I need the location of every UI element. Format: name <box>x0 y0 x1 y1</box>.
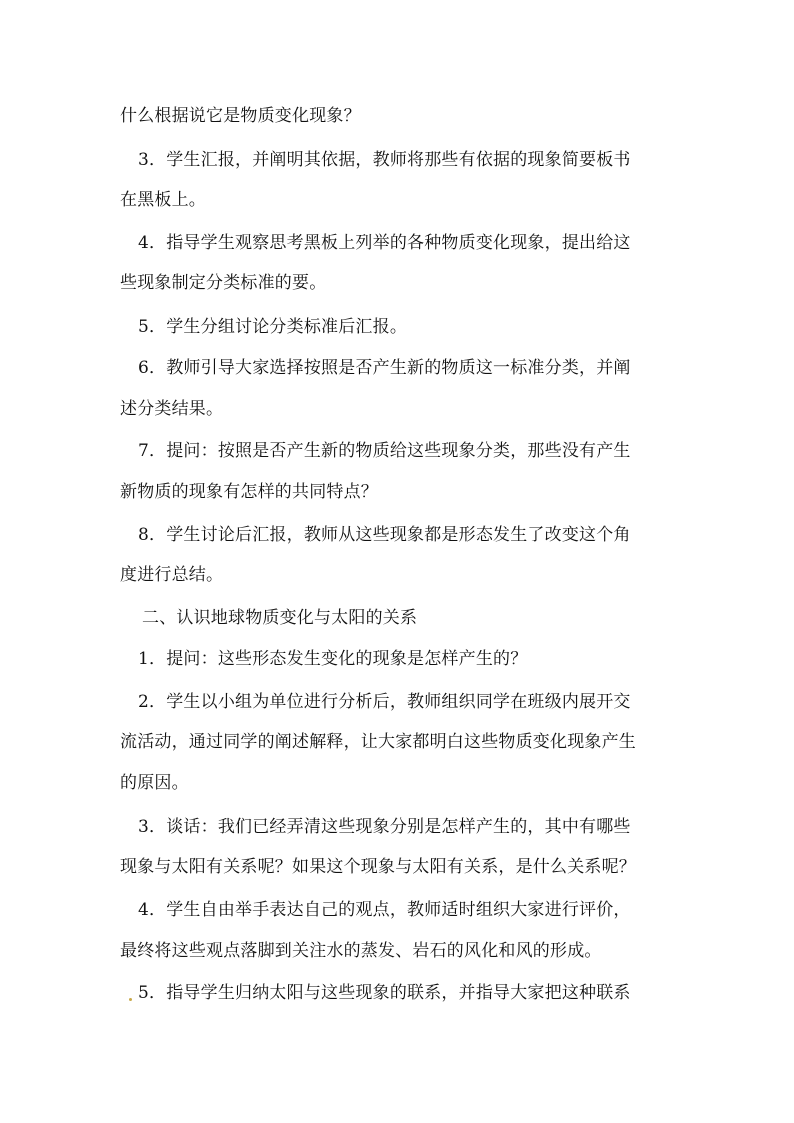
text-line: 1．提问：这些形态发生变化的现象是怎样产生的？ <box>138 649 528 669</box>
text-line: 现象与太阳有关系呢？如果这个现象与太阳有关系，是什么关系呢？ <box>120 857 636 877</box>
text-line: 最终将这些观点落脚到关注水的蒸发、岩石的风化和风的形成。 <box>120 941 602 961</box>
text-line: 什么根据说它是物质变化现象？ <box>120 106 361 126</box>
text-line: 些现象制定分类标准的要。 <box>120 273 327 293</box>
text-line: 3．谈话：我们已经弄清这些现象分别是怎样产生的，其中有哪些 <box>138 817 631 837</box>
text-line: 2．学生以小组为单位进行分析后，教师组织同学在班级内展开交 <box>138 692 631 712</box>
text-line: 7．提问：按照是否产生新的物质给这些现象分类，那些没有产生 <box>138 441 631 461</box>
text-line: 5．学生分组讨论分类标准后汇报。 <box>138 317 408 337</box>
text-line: 在黑板上。 <box>120 190 206 210</box>
text-line: 的原因。 <box>120 773 189 793</box>
text-line: 6．教师引导大家选择按照是否产生新的物质这一标准分类，并阐 <box>138 358 631 378</box>
section-heading: 二、认识地球物质变化与太阳的关系 <box>142 608 418 628</box>
text-line: 流活动，通过同学的阐述解释，让大家都明白这些物质变化现象产生 <box>120 732 636 752</box>
text-line: 新物质的现象有怎样的共同特点？ <box>120 482 378 502</box>
text-line: 4．学生自由举手表达自己的观点，教师适时组织大家进行评价， <box>138 900 631 920</box>
text-line: 4．指导学生观察思考黑板上列举的各种物质变化现象，提出给这 <box>138 233 631 253</box>
text-line: 3．学生汇报，并阐明其依据，教师将那些有依据的现象简要板书 <box>138 150 631 170</box>
text-line: 度进行总结。 <box>120 565 224 585</box>
text-line: 述分类结果。 <box>120 399 224 419</box>
text-line: 8．学生讨论后汇报，教师从这些现象都是形态发生了改变这个角 <box>138 525 631 545</box>
stray-mark <box>129 998 132 1001</box>
text-line: 5．指导学生归纳太阳与这些现象的联系，并指导大家把这种联系 <box>138 983 631 1003</box>
